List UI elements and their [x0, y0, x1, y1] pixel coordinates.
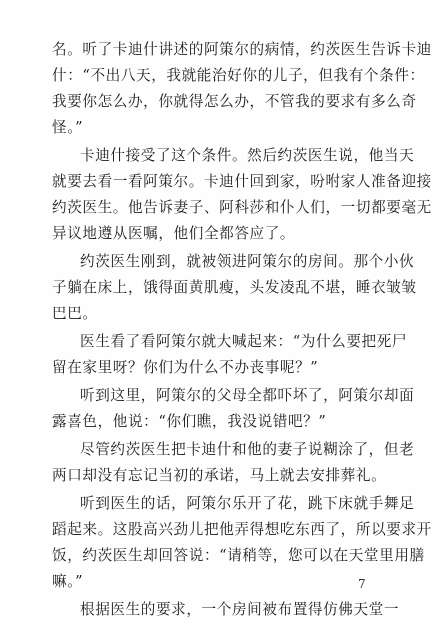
text-line: 异议地遵从医嘱，他们全都答应了。	[52, 225, 296, 242]
text-line: 怪。”	[52, 119, 84, 136]
text-line: 卡迪什接受了这个条件。然后约茨医生说，他当天	[80, 147, 415, 164]
text-line: 尽管约茨医生把卡迪什和他的妻子说糊涂了，但老	[80, 441, 415, 458]
text-line: 听到医生的话，阿策尔乐开了花，跳下床就手舞足	[80, 495, 415, 512]
page-number: 7	[358, 577, 366, 591]
text-line: 留在家里呀？你们为什么不办丧事呢？”	[52, 359, 319, 376]
text-line: 听到这里，阿策尔的父母全都吓坏了，阿策尔却面	[80, 387, 415, 404]
text-line: 医生看了看阿策尔就大喊起来：“为什么要把死尸	[80, 333, 408, 350]
text-line: 嘛。”	[52, 573, 84, 590]
text-line: 根据医生的要求，一个房间被布置得仿佛天堂一	[80, 601, 400, 618]
text-line: 露喜色，他说：“你们瞧，我没说错吧？”	[52, 413, 327, 430]
text-line: 饭，约茨医生却回答说：“请稍等，您可以在天堂里用膳	[52, 547, 425, 564]
text-line: 子躺在床上，饿得面黄肌瘦，头发凌乱不堪，睡衣皱皱	[52, 279, 417, 296]
text-line: 蹈起来。这股高兴劲儿把他弄得想吃东西了，所以要求开	[52, 521, 432, 538]
text-line: 什：“不出八天，我就能治好你的儿子，但我有个条件：	[52, 67, 425, 84]
text-line: 我要你怎么办，你就得怎么办，不管我的要求有多么奇	[52, 93, 417, 110]
text-line: 名。听了卡迪什讲述的阿策尔的病情，约茨医生告诉卡迪	[52, 41, 432, 58]
text-line: 约茨医生刚到，就被领进阿策尔的房间。那个小伙	[80, 253, 415, 270]
text-line: 两口却没有忘记当初的承诺，马上就去安排葬礼。	[52, 467, 387, 484]
text-line: 巴巴。	[52, 305, 98, 322]
text-line: 就要去看一看阿策尔。卡迪什回到家，吩咐家人准备迎接	[52, 173, 432, 190]
text-line: 约茨医生。他告诉妻子、阿科莎和仆人们，一切都要毫无	[52, 199, 432, 216]
